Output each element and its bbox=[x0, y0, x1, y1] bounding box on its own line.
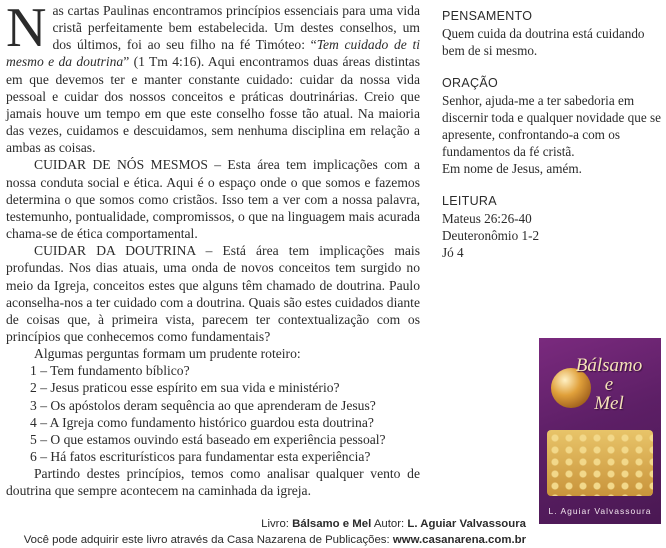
pensamento-heading: PENSAMENTO bbox=[442, 9, 533, 23]
questions-list bbox=[6, 362, 420, 465]
book-cover-image bbox=[539, 338, 661, 524]
leitura-item: Jó 4 bbox=[442, 245, 464, 260]
list-item: 6 – Há fatos escriturísticos para fundamentar esta experiência? bbox=[30, 449, 371, 465]
book-label: Livro: bbox=[261, 518, 289, 530]
list-item: 2 – Jesus praticou esse espírito em sua vida e ministério? bbox=[30, 380, 340, 396]
oracao-text: Senhor, ajuda-me a ter sabedoria em discernir toda e qualquer novidade que se apresente, confrontando-a com os fundamentos da fé cristã. bbox=[442, 93, 661, 159]
conclusion-paragraph: Partindo destes princípios, temos como analisar qualquer vento de doutrina que sempre acontecem na caminhada da igreja. bbox=[6, 466, 420, 499]
book-credit-line bbox=[24, 516, 526, 532]
section-self-care: CUIDAR DE NÓS MESMOS – Esta área tem implicações com a nossa conduta social e ética. Aqui é o espaço onde o que somos e fazemos determina o que somos como cristãos. Isso tem a ver com a nossa palavra, testemunho, pontualidade, compromissos, o que na linguagem mais acurada chama-se de ética comportamental. bbox=[6, 157, 420, 242]
pensamento-text: Quem cuida da doutrina está cuidando bem de si mesmo. bbox=[442, 26, 645, 58]
leitura-section bbox=[442, 193, 662, 261]
purchase-text: Você pode adquirir este livro através da Casa Nazarena de Publicações: bbox=[23, 534, 390, 546]
intro-text-start: as cartas Paulinas encontramos princípios essenciais para uma vida cristã perfeitamente bem estabelecida. Um destes conselhos, um dos últimos, foi ao seu filho na fé Timóteo: “ bbox=[52, 3, 420, 53]
intro-quote: Tem cuidado de ti mesmo e da doutrina bbox=[6, 37, 420, 70]
list-item: 1 – Tem fundamento bíblico? bbox=[30, 363, 190, 379]
author-name: L. Aguiar Valvassoura bbox=[407, 518, 526, 530]
list-item: 5 – O que estamos ouvindo está baseado em experiência pessoal? bbox=[30, 431, 386, 447]
leitura-item: Deuteronômio 1-2 bbox=[442, 228, 540, 243]
cover-title-line: Bálsamo bbox=[575, 355, 643, 376]
leitura-item: Mateus 26:26-40 bbox=[442, 211, 532, 226]
list-item: 3 – Os apóstolos deram sequência ao que aprenderam de Jesus? bbox=[30, 397, 376, 413]
book-footer bbox=[24, 516, 526, 548]
author-label: Autor: bbox=[373, 518, 405, 530]
drop-cap: N bbox=[6, 0, 47, 59]
oracao-section bbox=[442, 75, 662, 177]
cover-title bbox=[559, 356, 659, 413]
cover-title-line: Mel bbox=[594, 393, 624, 414]
honeycomb-graphic bbox=[547, 430, 653, 496]
list-item: 4 – A Igreja como fundamento histórico guardou esta doutrina? bbox=[30, 414, 374, 430]
questions-intro: Algumas perguntas formam um prudente roteiro: bbox=[34, 346, 301, 362]
pensamento-section bbox=[442, 8, 662, 59]
book-title: Bálsamo e Mel bbox=[292, 518, 372, 530]
intro-paragraph bbox=[6, 2, 420, 156]
intro-text-end: ” (1 Tm 4:16). Aqui encontramos duas áreas distintas em que devemos ter e manter constante cuidado: cuidar da nossa vida pessoal e cuidar dos nossos conceitos e práticas doutrinárias. Creio que jamais houve um tempo em que este conselho fosse tão atual. Na maioria das vezes, cuidamos e descuidamos, sem nenhuma disciplina em relação a ambas as coisas. bbox=[6, 54, 421, 156]
leitura-heading: LEITURA bbox=[442, 194, 497, 208]
cover-title-line: e bbox=[604, 374, 614, 395]
oracao-closing: Em nome de Jesus, amém. bbox=[442, 161, 582, 176]
cover-author: L. Aguiar Valvassoura bbox=[548, 506, 652, 516]
section-doctrine-care: CUIDAR DA DOUTRINA – Está área tem implicações mais profundas. Nos dias atuais, uma onda de novos conceitos tem surgido no meio da Igreja, conceitos estes que alguns têm chamado de doutrina. Paulo aconselha-nos a ter cuidado com a doutrina. Quais são estes cuidados diante de coisas que, à primeira vista, parecem ter contextualização com os princípios que conhecemos como fundamentais? bbox=[6, 243, 420, 344]
devotional-sidebar bbox=[442, 8, 662, 277]
oracao-heading: ORAÇÃO bbox=[442, 76, 498, 90]
article-body bbox=[6, 2, 420, 500]
website-link[interactable]: www.casanarena.com.br bbox=[392, 534, 526, 546]
purchase-line bbox=[24, 532, 526, 548]
